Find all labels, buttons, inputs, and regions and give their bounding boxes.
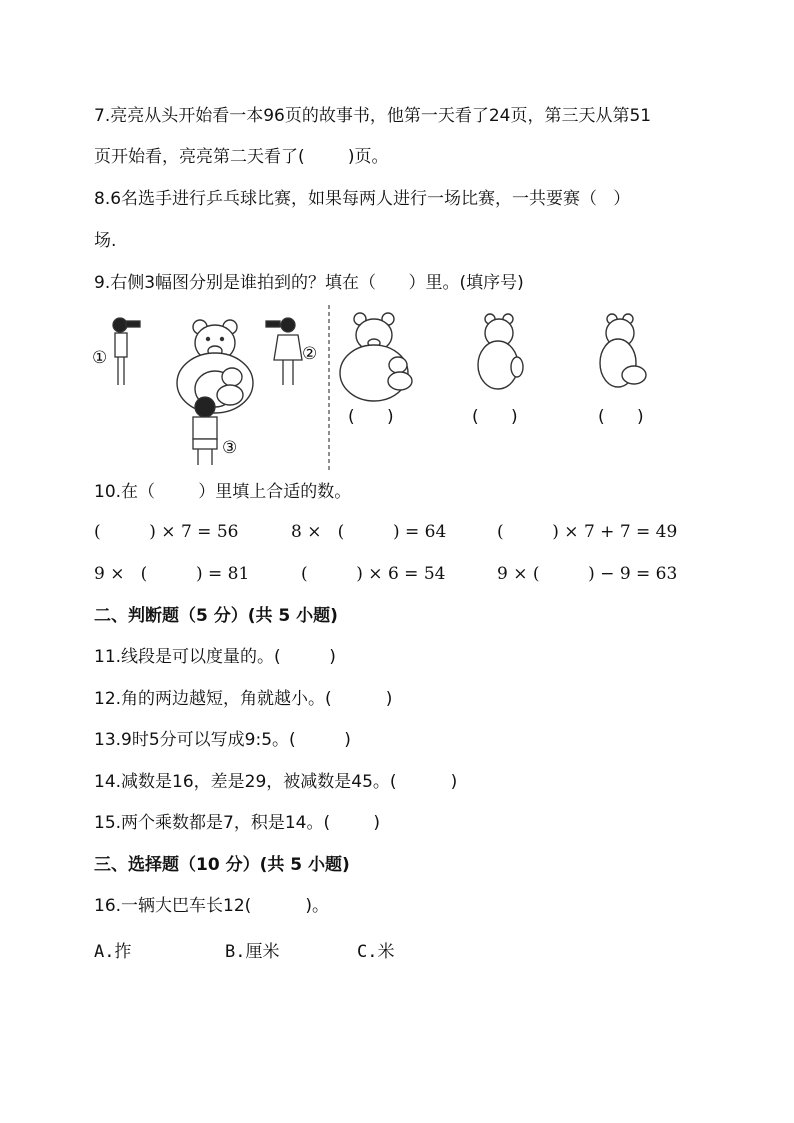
option-b[interactable]: B.厘米 xyxy=(225,942,280,962)
child-two xyxy=(266,318,302,385)
bear-front-scene xyxy=(177,320,253,413)
section-judgment-title: 二、判断题（5 分）(共 5 小题) xyxy=(94,606,338,626)
q10-equation: 8 × ( ) = 64 xyxy=(291,522,447,542)
q13: 13.9时5分可以写成9:5。( ) xyxy=(94,730,351,750)
q7-line1: 7.亮亮从头开始看一本96页的故事书，他第一天看了24页，第三天从第51 xyxy=(94,106,652,126)
photo-front-view xyxy=(340,313,412,401)
option-a[interactable]: A.拃 xyxy=(94,942,132,962)
q7-line2: 页开始看，亮亮第二天看了( )页。 xyxy=(94,147,389,167)
q16: 16.一辆大巴车长12( )。 xyxy=(94,896,329,916)
marker-1: ① xyxy=(92,348,108,368)
q8-line2: 场. xyxy=(94,231,117,251)
q12: 12.角的两边越短，角就越小。( ) xyxy=(94,689,393,709)
answer-blank-2[interactable]: ( ) xyxy=(472,407,518,427)
q10-equation: 9 × ( ) − 9 = 63 xyxy=(497,564,678,584)
q11: 11.线段是可以度量的。( ) xyxy=(94,647,336,667)
q10-equation: ( ) × 7 + 7 = 49 xyxy=(497,522,678,542)
q10-text: 10.在（ ）里填上合适的数。 xyxy=(94,482,352,502)
answer-blank-3[interactable]: ( ) xyxy=(598,407,644,427)
marker-2: ② xyxy=(302,344,318,364)
q9-text: 9.右侧3幅图分别是谁拍到的？填在（ ）里。(填序号) xyxy=(94,273,524,293)
q9-illustration xyxy=(90,305,670,475)
marker-3: ③ xyxy=(222,438,238,458)
q10-equation: ( ) × 6 = 54 xyxy=(301,564,446,584)
q9-figure xyxy=(90,305,670,475)
q10-equation: ( ) × 7 = 56 xyxy=(94,522,239,542)
option-c[interactable]: C.米 xyxy=(357,942,395,962)
child-one xyxy=(113,318,140,385)
section-choice-title: 三、选择题（10 分）(共 5 小题) xyxy=(94,855,350,875)
answer-blank-1[interactable]: ( ) xyxy=(348,407,394,427)
q10-equation: 9 × ( ) = 81 xyxy=(94,564,250,584)
q14: 14.减数是16，差是29，被减数是45。( ) xyxy=(94,772,458,792)
photo-back-view xyxy=(478,314,523,389)
child-three xyxy=(193,397,217,465)
q15: 15.两个乘数都是7，积是14。( ) xyxy=(94,813,380,833)
photo-side-view xyxy=(600,314,646,387)
q8-line1: 8.6名选手进行乒乓球比赛，如果每两人进行一场比赛，一共要赛（ ） xyxy=(94,189,631,209)
